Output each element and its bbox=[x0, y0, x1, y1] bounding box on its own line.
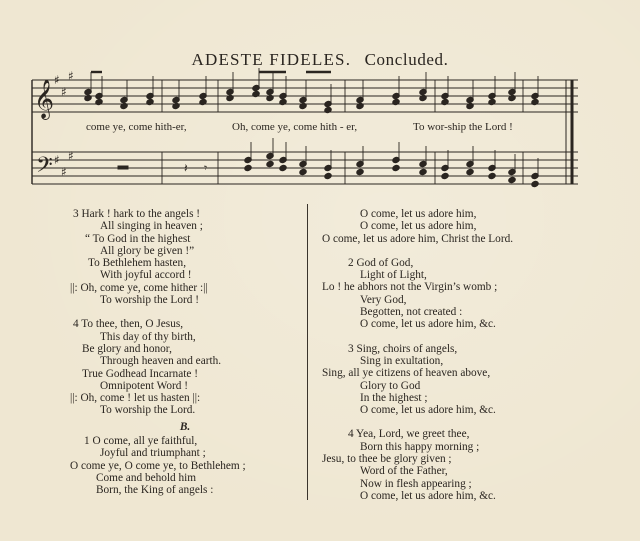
verse-line: Sing, all ye citizens of heaven above, bbox=[322, 367, 491, 380]
sheet-music bbox=[0, 0, 640, 200]
treble-clef-icon: 𝄞 bbox=[34, 79, 55, 119]
quarter-rest-icon: 𝄽 bbox=[184, 161, 188, 175]
verse-line: With joyful accord ! bbox=[100, 269, 192, 282]
verse-line: ||: Oh, come ye, come hither :|| bbox=[70, 281, 208, 294]
note-head bbox=[120, 102, 128, 109]
note-head bbox=[356, 168, 364, 175]
note-head bbox=[466, 168, 474, 175]
column-divider bbox=[307, 204, 308, 500]
note-head bbox=[324, 106, 332, 113]
right-text-column bbox=[322, 208, 582, 502]
note-head bbox=[84, 94, 92, 101]
verse-line: Born this happy morning ; bbox=[360, 440, 480, 453]
verse-line: Begotten, not created : bbox=[360, 306, 463, 319]
verse-line: Omnipotent Word ! bbox=[100, 379, 188, 392]
music-lyrics bbox=[0, 121, 640, 137]
verse-line: This day of thy birth, bbox=[100, 330, 196, 343]
note-head bbox=[252, 90, 260, 97]
note-head bbox=[441, 172, 449, 179]
note-head bbox=[356, 102, 364, 109]
verse-line: Jesu, to thee be glory given ; bbox=[322, 453, 452, 466]
verse-line: ||: Oh, come ! let us hasten ||: bbox=[70, 392, 201, 405]
note-head bbox=[266, 160, 274, 167]
note-head bbox=[419, 168, 427, 175]
verse-line: Come and behold him bbox=[96, 471, 197, 484]
note-head bbox=[244, 164, 252, 171]
verse-line: Lo ! he abhors not the Virgin’s womb ; bbox=[322, 281, 498, 294]
sharp-icon: ♯ bbox=[68, 69, 74, 83]
note-head bbox=[466, 102, 474, 109]
verse-line: 3 Sing, choirs of angels, bbox=[348, 342, 458, 355]
note-head bbox=[95, 98, 103, 105]
verse-line: 3 Hark ! hark to the angels ! bbox=[73, 208, 201, 220]
sharp-icon: ♯ bbox=[61, 85, 67, 99]
verse-line: Now in flesh appearing ; bbox=[360, 477, 472, 490]
note-head bbox=[488, 172, 496, 179]
bass-clef-icon: 𝄢 bbox=[36, 153, 53, 183]
note-head bbox=[324, 172, 332, 179]
note-head bbox=[441, 98, 449, 105]
verse-line: Very God, bbox=[360, 293, 407, 306]
note-head bbox=[508, 176, 516, 183]
whole-rest bbox=[118, 166, 128, 169]
sharp-icon: ♯ bbox=[54, 73, 60, 87]
verse-line: O come ye, O come ye, to Bethlehem ; bbox=[70, 459, 246, 472]
note-head bbox=[299, 102, 307, 109]
note-head bbox=[299, 168, 307, 175]
note-head bbox=[266, 94, 274, 101]
note-head bbox=[172, 102, 180, 109]
section-b-heading: B. bbox=[179, 420, 191, 433]
verse-line: In the highest ; bbox=[360, 391, 428, 404]
note-head bbox=[392, 164, 400, 171]
verse-line: Joyful and triumphant ; bbox=[100, 447, 206, 460]
note-head bbox=[419, 94, 427, 101]
lyric-segment: Oh, come ye, come hith - er, bbox=[232, 121, 358, 133]
sharp-icon: ♯ bbox=[61, 165, 67, 179]
verse-line: 2 God of God, bbox=[348, 256, 414, 269]
eighth-rest-icon: 𝄾 bbox=[204, 161, 208, 175]
hymn-subtitle: Concluded. bbox=[364, 50, 449, 69]
verse-line: All singing in heaven ; bbox=[100, 220, 203, 233]
verse-line: Through heaven and earth. bbox=[100, 355, 222, 368]
verse-line: Born, the King of angels : bbox=[96, 484, 214, 497]
left-text-column bbox=[70, 208, 300, 497]
verse-line: To worship the Lord. bbox=[100, 404, 196, 417]
note-head bbox=[279, 98, 287, 105]
note-head bbox=[279, 164, 287, 171]
verse-line: All glory be given !” bbox=[100, 244, 195, 257]
note-head bbox=[146, 98, 154, 105]
verse-line: O come, let us adore him, bbox=[360, 220, 477, 233]
verse-line: 1 O come, all ye faithful, bbox=[84, 435, 198, 448]
note-head bbox=[531, 180, 539, 187]
note-head bbox=[392, 98, 400, 105]
sharp-icon: ♯ bbox=[68, 149, 74, 163]
note-head bbox=[531, 98, 539, 105]
verse-line: O come, let us adore him, &c. bbox=[360, 318, 496, 331]
verse-line: True Godhead Incarnate ! bbox=[82, 367, 198, 380]
verse-line: Light of Light, bbox=[360, 269, 427, 282]
verse-line: O come, let us adore him, &c. bbox=[360, 489, 496, 502]
lyric-segment: come ye, come hith-er, bbox=[86, 121, 187, 133]
note-head bbox=[508, 94, 516, 101]
verse-line: “ To God in the highest bbox=[85, 232, 191, 245]
verse-line: Sing in exultation, bbox=[360, 354, 444, 367]
sharp-icon: ♯ bbox=[54, 153, 60, 167]
note-head bbox=[199, 98, 207, 105]
verse-line: To Bethlehem hasten, bbox=[88, 257, 187, 270]
hymn-title: ADESTE FIDELES. bbox=[191, 50, 352, 69]
note-head bbox=[226, 94, 234, 101]
lyric-segment: To wor-ship the Lord ! bbox=[413, 121, 513, 133]
verse-line: O come, let us adore him, Christ the Lord. bbox=[322, 232, 514, 245]
verse-line: 4 Yea, Lord, we greet thee, bbox=[348, 428, 470, 441]
note-head bbox=[488, 98, 496, 105]
verse-line: Glory to God bbox=[360, 379, 421, 392]
verse-line: O come, let us adore him, &c. bbox=[360, 404, 496, 417]
verse-line: Be glory and honor, bbox=[82, 342, 172, 355]
verse-line: 4 To thee, then, O Jesus, bbox=[73, 318, 184, 331]
verse-line: O come, let us adore him, bbox=[360, 208, 477, 220]
verse-line: To worship the Lord ! bbox=[100, 294, 199, 307]
verse-line: Word of the Father, bbox=[360, 465, 448, 478]
